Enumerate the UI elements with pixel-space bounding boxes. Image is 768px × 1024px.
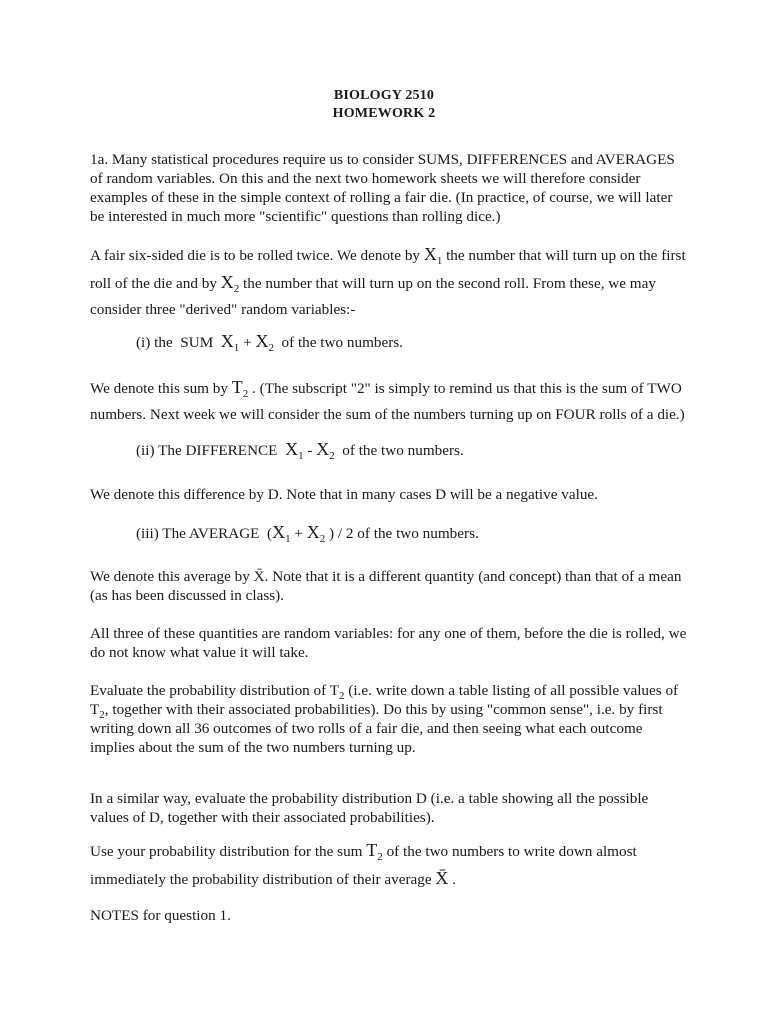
difference-note: We denote this difference by D. Note that in many cases D will be a negative value. xyxy=(90,486,598,503)
item-average: (iii) The AVERAGE ($X_1 + X_2$ ) / 2 of the two numbers. xyxy=(136,522,479,545)
use-distribution-paragraph: Use your probability distribution for the sum $T_2$ of the two numbers to write down almost immediately the probability distribution of their average X̄ . xyxy=(90,840,637,888)
item-sum: (i) the SUM $X_1 + X_2$ of the two numbers. xyxy=(136,331,403,354)
notes-heading: NOTES for question 1. xyxy=(90,907,231,924)
random-variables-note: All three of these quantities are random variables: for any one of them, before the die is rolled, we do not know what value it will take. xyxy=(90,625,687,661)
intro-paragraph: 1a. Many statistical procedures require us to consider SUMS, DIFFERENCES and AVERAGES of random variables. On this and the next two homework sheets we will therefore consider examples of these in the simple context of rolling a fair die. (In practice, of course, we will later be interested in much more "scientific" questions than rolling dice.) xyxy=(90,151,675,225)
evaluate-t2-paragraph: Evaluate the probability distribution of $T_2$ (i.e. write down a table listing of all possible values of $T_2$, together with their associated probabilities). Do this by using "common sense", i.e. by first writing down all 36 outcomes of two rolls of a fair die, and then seeing what each outcome implies about the sum of the two numbers turning up. xyxy=(90,682,679,756)
evaluate-d-paragraph: In a similar way, evaluate the probability distribution D (i.e. a table showing all the possible values of D, together with their associated probabilities). xyxy=(90,790,649,826)
item-difference: (ii) The DIFFERENCE $X_1 - X_2$ of the two numbers. xyxy=(136,439,464,462)
document-title: BIOLOGY 2510 xyxy=(333,88,435,103)
document-subtitle: HOMEWORK 2 xyxy=(332,106,436,121)
average-note: We denote this average by X̄. Note that it is a different quantity (and concept) than that of a mean (as has been discussed in class). xyxy=(90,568,682,604)
setup-paragraph: A fair six-sided die is to be rolled twice. We denote by $X_1$ the number that will turn up on the first roll of the die and by $X_2$ the number that will turn up on the second roll. From these, we may consider three "derived" random variables:- xyxy=(90,244,686,318)
sum-note-paragraph: We denote this sum by $T_2$ . (The subscript "2" is simply to remind us that this is the sum of TWO numbers. Next week we will consider the sum of the numbers turning up on FOUR rolls of a die.) xyxy=(90,377,685,423)
